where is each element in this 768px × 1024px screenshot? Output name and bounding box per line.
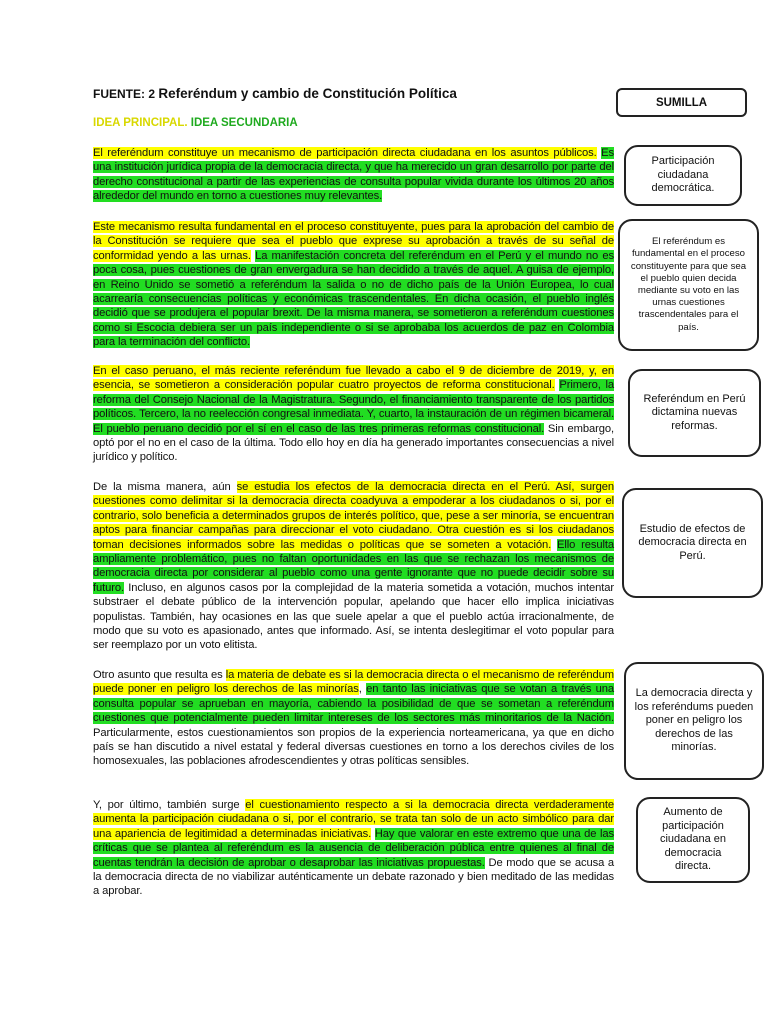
paragraph-3 (93, 364, 614, 465)
secondary-idea-text: Es una institución jurídica propia de la democracia directa, y que ha merecido un gran desarrollo por parte del derecho constitucional a partir de las experiencias de consulta popular vivida durante los últimos 20 años alrededor del mundo en torno a cuestiones muy relevantes. (93, 147, 614, 203)
summary-box-6: Aumento de participación ciudadana en democracia directa. (636, 797, 750, 883)
body-text: Otro asunto que resulta es (93, 669, 226, 681)
body-text: , (358, 683, 367, 696)
secondary-idea-text: La manifestación concreta del referéndum en el Perú y el mundo no es poca cosa, pues cuestiones de gran envergadura se han decidido a través de aquel. A guisa de ejemplo, en Reino Unido se sometió a referéndum la salida o no de dicho país de la Unión Europea, lo cual acarrearía consecuencias políticas y económicas trascendentales. En dicha ocasión, el pueblo inglés decidió que se produjera el popular brexit. De la misma manera, se sometieron a referéndum cuestiones como si Escocia debiera ser un país independiente o si se aprobaba los acuerdos de paz en Colombia para la terminación del conflicto. (93, 249, 614, 349)
body-text: De modo que se acusa a la democracia directa de no viabilizar auténticamente un debate razonado y bien meditado de las medidas a aprobar. (93, 856, 614, 898)
main-idea-text: El referéndum constituye un mecanismo de participación directa ciudadana en los asuntos públicos. (93, 147, 597, 159)
secondary-idea-text: Primero, la reforma del Consejo Nacional de la Magistratura. Segundo, el financiamiento transparente de los partidos políticos. Tercero, la no reelección congresal inmediata. Y, cuarto, la instauración de un régimen bicameral. El pueblo peruano decidió por el sí en el caso de las tres primeras reformas constitucional. (93, 379, 614, 435)
summary-box-1: Participación ciudadana democrática. (624, 145, 742, 206)
source-label: FUENTE: 2 (93, 87, 156, 101)
legend-secondary-idea: IDEA SECUNDARIA (190, 117, 298, 129)
summary-box-4: Estudio de efectos de democracia directa en Perú. (622, 488, 763, 598)
summary-box-5: La democracia directa y los referéndums pueden poner en peligro los derechos de las minorías. (624, 662, 764, 780)
paragraph-5 (93, 668, 614, 769)
main-idea-text: Este mecanismo resulta fundamental en el proceso constituyente, pues para la aprobación del cambio de la Constitución se requiere que sea el pueblo que exprese su aprobación a través de su señal de conformidad yendo a las urnas. (93, 221, 614, 262)
main-idea-text: se estudia los efectos de la democracia directa en el Perú. Así, surgen cuestiones como delimitar si la democracia directa coadyuva a empoderar a los ciudadanos o si, por el contrario, solo beneficia a determinados grupos de interés político, que, pese a ser minoría, se encuentran aptos para financiar campañas para direccionar el voto ciudadano. Otra cuestión es si los ciudadanos toman decisiones informados sobre las medidas o políticas que se someten a votación. (93, 481, 615, 551)
highlight-legend (93, 117, 298, 129)
paragraph-4 (93, 480, 614, 653)
source-header (93, 86, 457, 101)
legend-main-idea: IDEA PRINCIPAL. (93, 117, 188, 129)
summary-box-3: Referéndum en Perú dictamina nuevas reformas. (628, 369, 761, 457)
secondary-idea-text: en tanto las iniciativas que se votan a través una consulta popular se aprueban en mayoría, cabiendo la posibilidad de que se sometan a referéndum cuestiones que potencialmente pueden limitar intereses de los sectores más minoritarios de la Nación. (93, 683, 614, 725)
secondary-idea-text: Hay que valorar en este extremo que una de las críticas que se plantea al referéndum es la ausencia de deliberación pública entre quienes al final de cuentas tendrán la decisión de aprobar o desaprobar las iniciativas propuestas. (93, 827, 614, 869)
document-title: Referéndum y cambio de Constitución Política (158, 86, 457, 101)
body-text: Incluso, en algunos casos por la complejidad de la materia sometida a votación, muchos intentar substraer el debate público de la intervención popular, apelando que hacer ello implica iniciativas populistas. También, hay ocasiones en las que suele apelar a que el pueblo actúa irracionalmente, de modo que su voto es apasionado, antes que informado. Así, se intenta deslegitimar el voto popular para ser reemplazo por un voto elitista. (93, 581, 614, 652)
summary-box-2: El referéndum es fundamental en el proceso constituyente para que sea el pueblo quien decida mediante su voto en las urnas cuestiones trascendentales para el país. (618, 219, 759, 351)
main-idea-text: la materia de debate es si la democracia directa o el mecanismo de referéndum puede poner en peligro los derechos de las minorías (93, 669, 614, 696)
body-text: Particularmente, estos cuestionamientos son propios de la experiencia norteamericana, ya que en dicho país se han discutido a nivel estatal y federal diversas cuestiones en torno a los derechos civiles de los homosexuales, las poblaciones afrodescendientes y otras políticas sensibles. (93, 726, 614, 768)
body-text: Y, por último, también surge (93, 799, 246, 811)
sumilla-header: SUMILLA (616, 88, 747, 117)
secondary-idea-text: Ello resulta ampliamente problemático, pues no faltan oportunidades en las que se rechazan los mecanismos de democracia directa por considerar al pueblo como una gente ignorante que no puede decidir sobre su futuro. (93, 538, 614, 594)
paragraph-6 (93, 798, 614, 899)
main-idea-text: el cuestionamiento respecto a si la democracia directa verdaderamente aumenta la participación ciudadana o si, por el contrario, se trata tan solo de un acto simbólico para dar una apariencia de legitimidad a determinadas iniciativas. (93, 799, 614, 840)
paragraph-1 (93, 146, 614, 204)
paragraph-2 (93, 220, 614, 350)
body-text: De la misma manera, aún (93, 481, 237, 493)
body-text: Sin embargo, optó por el no en el caso de la última. Todo ello hoy en día ha generado importantes consecuencias a nivel jurídico y político. (93, 422, 615, 464)
main-idea-text: En el caso peruano, el más reciente referéndum fue llevado a cabo el 9 de diciembre de 2019, y, en esencia, se sometieron a consideración popular cuatro proyectos de reforma constitucional. (93, 365, 614, 392)
